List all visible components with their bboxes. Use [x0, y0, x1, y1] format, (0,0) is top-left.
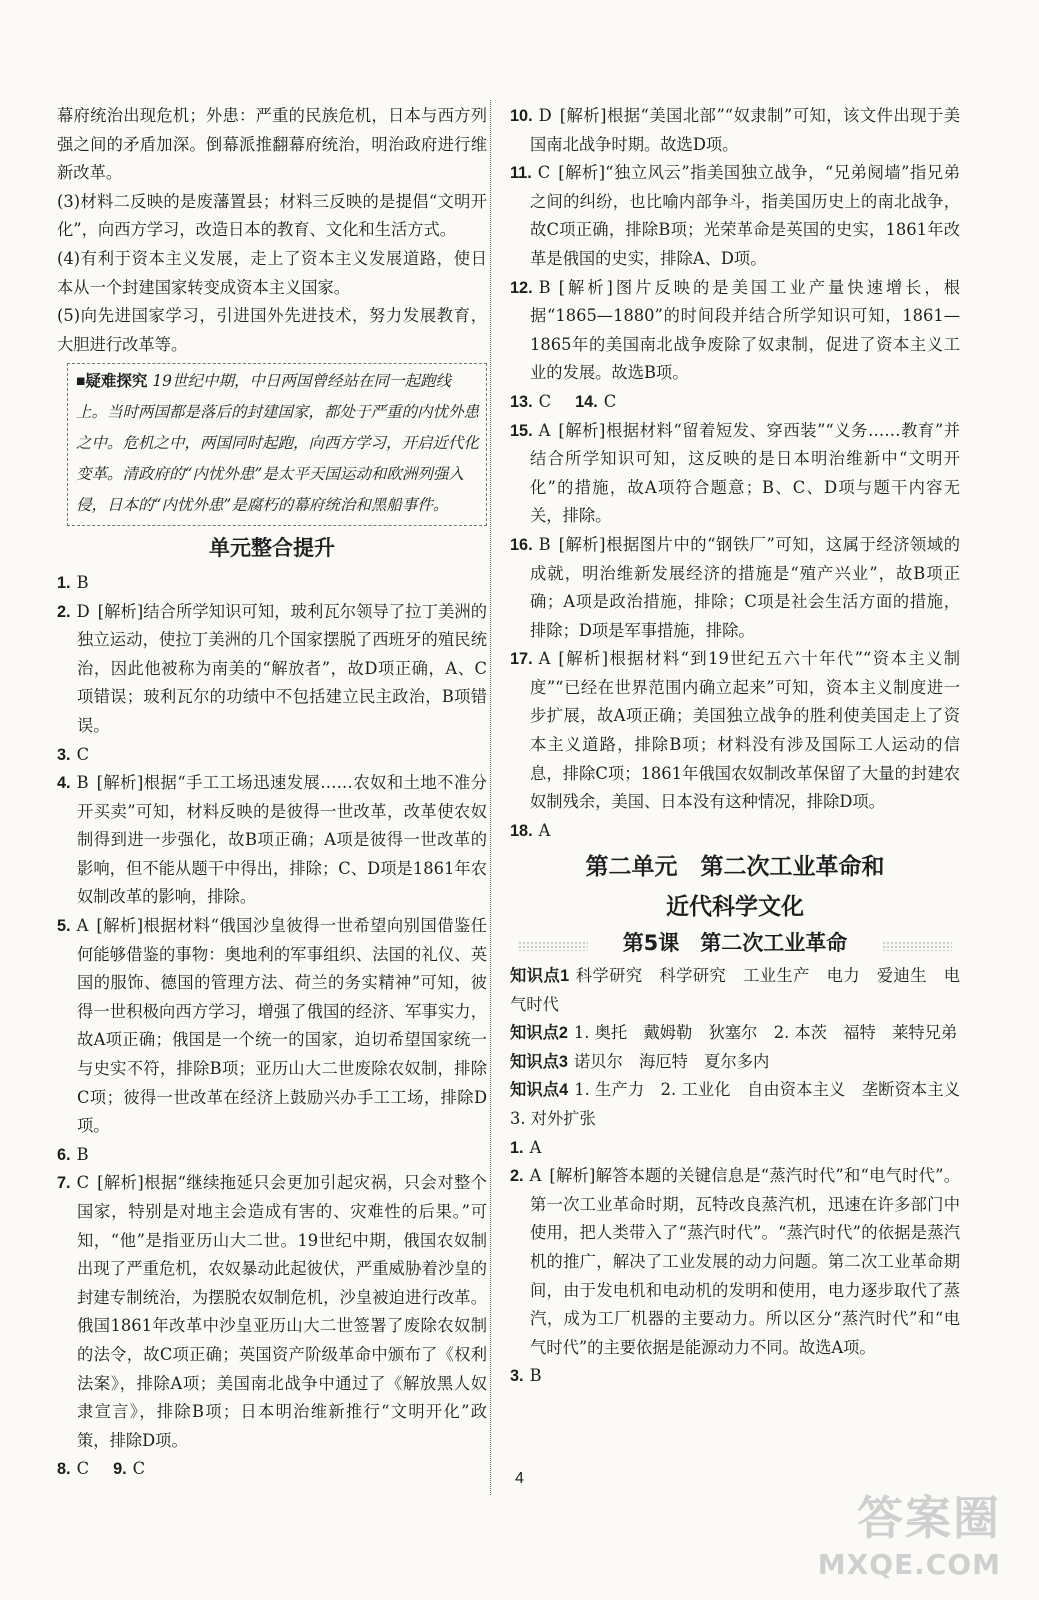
answer-item — [510, 1134, 960, 1163]
knowledge-point — [510, 962, 960, 1019]
answer-item — [510, 159, 960, 273]
answer-number: 9. — [113, 1460, 127, 1479]
answer-number: 13. — [510, 392, 533, 411]
answer-number: 15. — [510, 421, 533, 440]
answer-number: 1. — [57, 573, 71, 592]
answer-list — [510, 1134, 960, 1391]
analysis-text: 根据材料“到19世纪五六十年代”“资本主义制度”“已经在世界范围内确立起来”可知，资本主义制度进一步扩展，故A项正确；美国独立战争的胜利使美国走上了资本主义道路，排除B项；材料没有涉及国际工人运动的信息，排除C项；1861年俄国农奴制改革保留了大量的封建农奴制残余，美国、日本没有这种情况，排除D项。 — [530, 649, 960, 812]
answer-choice: A — [538, 420, 551, 440]
explore-label: ■疑难探究 — [76, 373, 148, 391]
answer-number: 3. — [57, 745, 71, 764]
knowledge-point — [510, 1019, 960, 1048]
answer-number: 6. — [57, 1145, 71, 1164]
analysis-text: 解答本题的关键信息是“蒸汽时代”和“电气时代”。第一次工业革命时期，瓦特改良蒸汽机，迅速在许多部门中使用，把人类带入了“蒸汽时代”。“蒸汽时代”的依据是蒸汽机的推广，解决了工业发展的动力问题。第二次工业革命期间，由于发电机和电动机的发明和使用，电力逐步取代了蒸汽，成为工厂机器的主要动力。所以区分“蒸汽时代”和“电气时代”的主要依据是能源动力不同。故选A项。 — [530, 1166, 960, 1357]
knowledge-point-text: 诺贝尔 海厄特 夏尔多内 — [573, 1051, 770, 1071]
answer-choice: A — [76, 916, 89, 936]
answer-number: 18. — [510, 821, 533, 840]
unit-title-line: 近代科学文化 — [666, 894, 804, 921]
answer-number: 5. — [57, 917, 71, 936]
answer-choice: A — [529, 1166, 542, 1186]
answer-item — [510, 417, 960, 531]
intro-paragraph: (3)材料二反映的是废藩置县；材料三反映的是提倡“文明开化”，向西方学习，改造日本的教育、文化和生活方式。 — [57, 191, 487, 240]
analysis-text: 根据“继续拖延只会更加引起灾祸，只会对整个国家，特别是对地主会造成有害的、灾难性的后果。”可知，“他”是指亚历山大二世。19世纪中期，俄国农奴制出现了严重危机，农奴暴动此起彼伏，严重威胁着沙皇的封建专制统治，为摆脱农奴制危机，沙皇被迫进行改革。俄国1861年改革中沙皇亚历山大二世签署了废除农奴制的法令，故C项正确；英国资产阶级革命中颁布了《权利法案》，排除A项；美国南北战争中通过了《解放黑人奴隶宣言》，排除B项；日本明治维新推行“文明开化”政策，排除D项。 — [77, 1173, 487, 1450]
explore-text: 19世纪中期，中日两国曾经站在同一起跑线上。当时两国都是落后的封建国家，都处于严重的内忧外患之中。危机之中，两国同时起跑，向西方学习，开启近代化变革。清政府的“内忧外患”是太平天国运动和欧洲列强入侵，日本的“内忧外患”是腐朽的幕府统治和黑船事件。 — [76, 372, 480, 515]
analysis-text: 根据“手工工场迅速发展……农奴和土地不准分开买卖”可知，材料反映的是彼得一世改革，改革使农奴制得到进一步强化，故B项正确；A项是彼得一世改革的影响，但不能从题干中得出，排除；C、D项是1861年农奴制改革的影响，排除。 — [77, 773, 487, 907]
answer-item — [510, 102, 960, 159]
answer-number: 1. — [510, 1138, 524, 1157]
answer-choice: C — [603, 391, 617, 411]
answer-item — [57, 912, 487, 1141]
answer-item — [510, 1162, 960, 1362]
answer-choice: B — [76, 1144, 89, 1164]
answer-list — [510, 417, 960, 846]
left-column — [57, 102, 487, 1484]
answer-number: 14. — [575, 392, 598, 411]
analysis-text: 根据“美国北部”“奴隶制”可知，该文件出现于美国南北战争时期。故选D项。 — [530, 106, 960, 154]
answer-choice: C — [132, 1459, 146, 1479]
answer-number: 4. — [57, 774, 71, 793]
answer-choice: C — [538, 391, 552, 411]
analysis-tag: [解析] — [549, 1166, 596, 1186]
knowledge-point-text: 科学研究 科学研究 工业生产 电力 爱迪生 电气时代 — [510, 966, 960, 1014]
analysis-text: 图片反映的是美国工业产量快速增长，根据“1865—1880”的时间段并结合所学知识可知，1861—1865年的美国南北战争废除了奴隶制，促进了资本主义工业的发展。故选B项。 — [530, 277, 960, 383]
answer-number: 8. — [57, 1460, 71, 1479]
answer-choice: C — [76, 1459, 90, 1479]
analysis-text: 根据图片中的“钢铁厂”可知，这属于经济领域的成就，明治维新发展经济的措施是“殖产兴业”，故B项正确；A项是政治措施，排除；C项是社会生活方面的措施，排除；D项是军事措施，排除。 — [530, 534, 960, 640]
watermark-logo-text: 答案圈 — [857, 1491, 1001, 1545]
right-column — [510, 102, 977, 1391]
analysis-tag: [解析] — [97, 601, 144, 621]
analysis-tag: [解析] — [559, 106, 607, 125]
answer-choice: D — [538, 106, 552, 125]
intro-paragraph: 幕府统治出现危机；外患：严重的民族危机，日本与西方列强之间的矛盾加深。倒幕派推翻幕府统治，明治政府进行维新改革。 — [57, 106, 487, 183]
knowledge-point — [510, 1076, 977, 1133]
answer-list — [510, 102, 960, 388]
analysis-tag: [解析] — [558, 163, 606, 183]
answer-item — [57, 741, 487, 770]
answer-item — [57, 569, 487, 598]
answer-item — [510, 274, 960, 388]
answer-choice: C — [537, 163, 551, 183]
analysis-tag: [解析] — [558, 534, 606, 554]
intro-paragraph: (5)向先进国家学习，引进国外先进技术，努力发展教育，大胆进行改革等。 — [57, 306, 487, 354]
answer-list — [57, 569, 487, 1455]
answer-number: 7. — [57, 1174, 71, 1193]
answer-choice: B — [76, 773, 89, 793]
answer-choice: D — [76, 601, 90, 621]
intro-paragraph: (4)有利于资本主义发展，走上了资本主义发展道路，使日本从一个封建国家转变成资本主义国家。 — [57, 248, 487, 297]
analysis-text: 结合所学知识可知，玻利瓦尔领导了拉丁美洲的独立运动，使拉丁美洲的几个国家摆脱了西班牙的殖民统治，因此他被称为南美的“解放者”，故D项正确，A、C项错误；玻利瓦尔的功绩中不包括建立民主政治，B项错误。 — [77, 601, 487, 735]
answer-choice: B — [76, 572, 89, 592]
knowledge-point-text: 1. 生产力 2. 工业化 自由资本主义 垄断资本主义 3. 对外扩张 — [510, 1080, 977, 1128]
answer-item — [57, 1141, 487, 1170]
answer-item — [510, 531, 960, 645]
difficulty-explore-box — [67, 363, 487, 526]
answer-choice: A — [529, 1137, 542, 1157]
analysis-text: 根据材料“俄国沙皇彼得一世希望向别国借鉴任何能够借鉴的事物：奥地利的军事组织、法国的礼仪、英国的服饰、德国的管理方法、荷兰的务实精神”可知，彼得一世积极向西方学习，增强了俄国的经济、军事实力，故A项正确；俄国是一个统一的国家，迫切希望国家统一与史实不符，排除B项；亚历山大二世废除农奴制，排除C项；彼得一世改革在经济上鼓励兴办手工工场，排除D项。 — [77, 916, 487, 1136]
answer-pair — [510, 388, 960, 417]
knowledge-points — [510, 962, 977, 1134]
watermark-logo — [811, 1482, 1001, 1582]
answer-number: 3. — [510, 1367, 524, 1386]
unit-title-line: 第二单元 第二次工业革命和 — [585, 854, 885, 881]
knowledge-point — [510, 1048, 960, 1077]
answer-number: 2. — [57, 602, 71, 621]
answer-item — [510, 1362, 960, 1391]
knowledge-point-label: 知识点2 — [510, 1024, 568, 1043]
answer-number: 11. — [510, 164, 532, 183]
answer-number: 12. — [510, 278, 533, 297]
analysis-tag: [解析] — [558, 649, 609, 669]
analysis-tag: [解析] — [558, 420, 606, 440]
answer-choice: C — [76, 1173, 90, 1193]
knowledge-point-label: 知识点3 — [510, 1052, 568, 1071]
lesson-title: 第5课 第二次工业革命 — [510, 929, 960, 958]
analysis-tag: [解析] — [558, 277, 613, 297]
analysis-tag: [解析] — [96, 916, 144, 936]
answer-choice: B — [538, 277, 551, 297]
answer-number: 16. — [510, 535, 533, 554]
answer-item — [510, 817, 960, 846]
answer-number: 2. — [510, 1167, 524, 1186]
column-divider — [490, 100, 491, 1495]
section-title: 单元整合提升 — [209, 536, 335, 561]
answer-item — [57, 598, 487, 741]
answer-choice: B — [529, 1366, 542, 1386]
answer-item — [57, 769, 487, 912]
analysis-tag: [解析] — [97, 1173, 144, 1193]
answer-item — [510, 645, 960, 817]
knowledge-point-label: 知识点4 — [510, 1081, 569, 1100]
answer-choice: C — [76, 744, 90, 764]
analysis-text: 根据材料“留着短发、穿西装”“义务……教育”并结合所学知识可知，这反映的是日本明治维新中“文明开化”的措施，故A项符合题意；B、C、D项与题干内容无关，排除。 — [530, 420, 960, 526]
answer-number: 17. — [510, 650, 533, 669]
analysis-text: “独立风云”指美国独立战争，“兄弟阋墙”指兄弟之间的纠纷，也比喻内部争斗，指美国历史上的南北战争，故C项正确，排除B项；光荣革命是英国的史实，1861年改革是俄国的史实，排除A、D项。 — [530, 163, 960, 268]
answer-choice: B — [538, 534, 551, 554]
analysis-tag: [解析] — [96, 773, 144, 793]
answer-choice: A — [538, 820, 551, 840]
knowledge-point-label: 知识点1 — [510, 967, 570, 986]
unit-title — [510, 847, 960, 927]
page-number: 4 — [515, 1470, 524, 1487]
answer-number: 10. — [510, 107, 533, 125]
answer-item — [57, 1169, 487, 1455]
watermark-domain: MXQE.COM — [817, 1548, 1001, 1581]
knowledge-point-text: 1. 奥托 戴姆勒 狄塞尔 2. 本茨 福特 莱特兄弟 — [573, 1023, 958, 1043]
answer-choice: A — [538, 649, 551, 669]
